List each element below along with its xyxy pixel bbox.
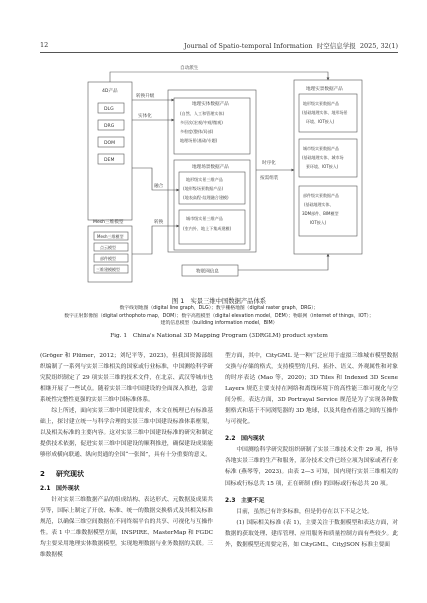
products-4d-label: 4D产品 (102, 89, 118, 94)
tile-line-2: (地表高程-纹理融合建模) (183, 195, 229, 200)
city-title: 城市级实景三维产品 (186, 216, 223, 221)
right-a-line-3: 环境、IOT接入) (306, 119, 335, 124)
dom-label: DOM (104, 141, 116, 146)
figure-note (40, 305, 398, 328)
subsection-title: 主要不足 (241, 497, 265, 504)
right-b-line-3: 景环境、IOT接入) (306, 164, 339, 169)
journal-issue: 2025, 32(1) (359, 42, 398, 50)
section-title: 研究现状 (56, 470, 84, 479)
figure-note-line: 数字正射影像图（digital orthophoto map，DOM）；数字高程模型（digital elevation model，DEM）；物联网（internet of things，IOT）； (64, 313, 374, 319)
timing-label: 时序化 (262, 161, 276, 166)
subsection-number: 2.1 (40, 485, 51, 492)
right-c-line-3: 3DM部件、BIM模型 (302, 211, 339, 216)
figure-caption: 图 1 实景三维中国数据产品体系 (171, 298, 267, 305)
section-heading-2 (40, 469, 213, 480)
journal-title: Journal of Spatio-temporal Information (184, 42, 313, 50)
on-demand-label: 按需组装 (260, 176, 279, 181)
left-paragraph: 针对实景三维数据产品的组成结构、表达形式、元数据及成果共享等，国际上制定了开放、标准、统一的数据交换格式及其相关标准规范，以确保三维空间数据在不同终端平台的共享、可视化与互操作性。表 1 中二维数据模型方面，INSPIRE、MasterMap 和 FGDC 均主要采用地理实体数据模型，实现地理数据与业务数据的关联。三维数据模 (40, 496, 213, 558)
right-c-line-4: IOT接入) (310, 220, 327, 225)
right-paragraph: (1) 国际相关标准 (表 1)，主要关注于数据模型和表达方面，对数据的获取处理、建库管理、应用服务和质量控制方面有些较少。此外，数据模型还需要完善，如 CityGML、CityJSON 标准主要面 (225, 519, 398, 548)
right-paragraph: 型方面，其中，CityGML 是一种广泛应用于虚拟三维城市模型数据交换与存储的格式，支持模型的几何、拓扑、语义、外观属性和对象的时序表达 (Mao 等，2020)；3D Tiles 和 Indexed 3D Scene Layers 规范主要支持在网络和离线环境下的高性能三维可视化与空间分析。表达方面，3D Portrayal Service 规范是为了实现各种数据格式和基于不同浏览器的 3D 地球，以及其他查看器之间的互操作与可视化。 (225, 353, 398, 426)
figure-note-line: 建筑信息模型（building information model，BIM） (160, 321, 278, 327)
dlg-label: DLG (104, 107, 114, 112)
products-4d-panel (88, 82, 132, 220)
fusion-label: 融合 (154, 184, 164, 189)
tile-line-1: (地形级场景数据产品) (183, 186, 224, 191)
left-column (40, 351, 213, 561)
solid-model-label: 三维建模模型 (96, 267, 120, 272)
right-b-line-1: 城市级实景数据产品 (303, 146, 339, 151)
right-group-title: 地理实景数据产品 (306, 87, 343, 92)
iot-arrow (238, 254, 328, 270)
header-rule (40, 52, 398, 53)
left-paragraph: (Gröger 和 Plümer，2012；刘纪平等，2023)，但我国资源部组织编制了一系列与实景三维相关的国家或行业标准，中国测绘科学研究院组织制定了 29 项实景三维的技术文件，在北京、武汉等城市也相继开展了一些试点。随着实景三维中国建设的全面深入推进，急需系统性完整性更强的实景三维中国标准体系。 (40, 353, 213, 404)
upgrade-label: 转换升级 (136, 94, 155, 99)
subsection-number: 2.2 (225, 436, 236, 443)
subsection-number: 2.3 (225, 497, 236, 504)
terrain-line-2: 多层次(宏观/中观/微观) (180, 120, 223, 125)
subsection-heading-2-2 (225, 434, 398, 445)
subsection-heading-2-3 (225, 496, 398, 507)
point-cloud-label: 点云模型 (100, 245, 116, 250)
scene-products-title: 地理场景数据产品 (192, 165, 229, 170)
figure-caption-en: Fig. 1 China's National 3D Mapping Program (3DRGLM) product system (110, 333, 328, 339)
terrain-group-title: 地理实体数据产品 (192, 102, 229, 107)
right-paragraph: 目前，虽然已有许多标准，但是仍存在以下不足之处。 (236, 508, 373, 515)
convert-label: 转换 (154, 220, 164, 225)
page-number: 12 (40, 41, 49, 49)
subsection-title: 国内现状 (241, 436, 265, 443)
scene-products-box (174, 160, 250, 250)
terrain-line-4: 地理场景(基础/专题) (180, 138, 218, 143)
right-c-line-1: 部件级实景数据产品 (303, 193, 339, 198)
part-model-label: 部件模型 (100, 256, 116, 261)
iot-label: 物联网信息 (196, 269, 219, 275)
right-paragraph: 中国测绘科学研究院组织研制了实景三维技术文件 29 项，指导各地实景三维的生产和服务，部分技术文件已经立项为国家或者行业标准 (燕琴等，2023)。由表 2—3 可知，国内现行实景三维相关的国标或行标总共 15 项，正在研制 (修) 的国标或行标总共 20 项。 (225, 447, 398, 487)
right-a-line-1: 地形级实景数据产品 (303, 101, 339, 106)
tile-title: 地形级实景三维产品 (186, 177, 223, 182)
right-column (225, 351, 398, 551)
dem-label: DEM (104, 158, 115, 163)
entity-label: 实体化 (138, 114, 152, 119)
left-paragraph: 综上所述，面向实景三维中国建设需求，本文在梳理已有标准基础上，探讨建立统一与科学合理的实景三维中国建设标准体系框架，以及相关标准的主要内容。这对实景三维中国建设标准的研究和制定提供技术依据，促进实景三维中国建设的顺利推进，确保建设成果能够形成横向联通、纵向贯通的全国“一张图”，具有十分重要的意义。 (40, 408, 213, 459)
auto-derive-arrow (110, 72, 328, 82)
city-line-1: (室内外、地上下集成建模) (183, 226, 232, 231)
mesh-label: Mesh三维模型 (97, 234, 124, 239)
subsection-heading-2-1 (40, 484, 213, 495)
drg-label: DRG (104, 124, 115, 129)
auto-generate-label: 自动派生 (180, 66, 199, 71)
section-number: 2 (40, 470, 45, 479)
convert-arrow (132, 226, 179, 254)
product-system-diagram (40, 60, 398, 292)
journal-title-cn: 时空信息学报 (316, 42, 356, 50)
right-c-line-2: (基础地理实体、 (304, 202, 334, 207)
right-a-line-2: (基础地理实体、地形场景 (302, 110, 348, 115)
running-header (158, 41, 398, 50)
right-b-line-2: (基础地理实体、城市场 (302, 155, 344, 160)
subsection-title: 国外现状 (56, 485, 80, 492)
mesh-title-label: Mesh三维模型 (93, 220, 124, 225)
terrain-line-3: 多粒度(整体/局部) (180, 129, 214, 134)
figure-note-line: 数字线划地图（digital line graph，DLG）；数字栅格地图（digital raster graph，DRG）； (119, 306, 319, 311)
terrain-line-1: (自然、人工和管理实体) (180, 111, 225, 116)
